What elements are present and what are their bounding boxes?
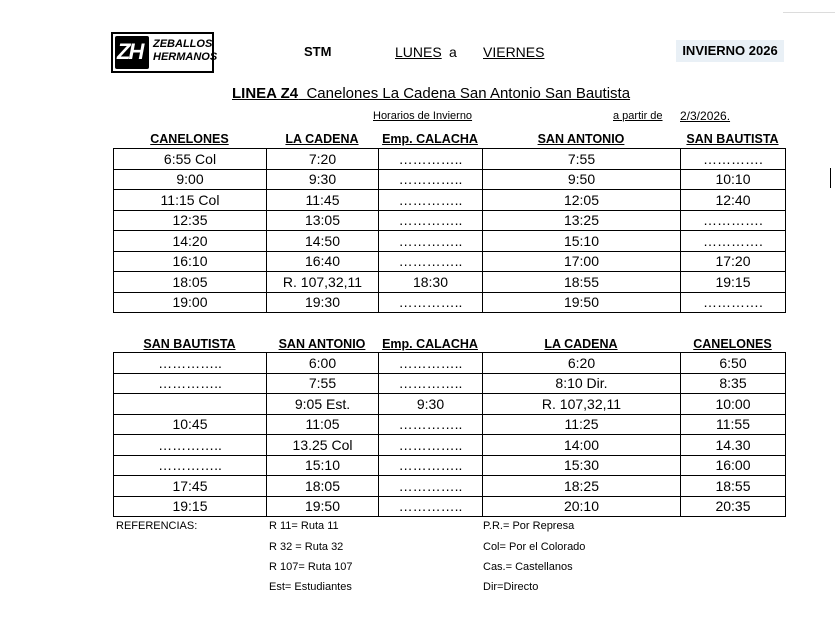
table-cell: 14:50: [267, 231, 379, 252]
table-cell: 9:00: [114, 169, 267, 190]
table-cell: 12:05: [483, 190, 681, 211]
line-title: [232, 85, 630, 102]
logo-mark-text: ZH: [117, 39, 143, 64]
table-cell: 15:10: [267, 455, 379, 476]
company-label: STM: [304, 44, 332, 59]
table-cell: 15:10: [483, 231, 681, 252]
table-cell: ………….: [681, 149, 786, 170]
season-badge: INVIERNO 2026: [676, 40, 784, 62]
table-cell: 18:55: [681, 476, 786, 497]
table-cell: 11:55: [681, 414, 786, 435]
table-row: [114, 496, 786, 517]
outbound-col-header: CANELONES: [150, 132, 229, 146]
table-cell: 11:45: [267, 190, 379, 211]
table-cell: 14:00: [483, 435, 681, 456]
inbound-col-header: SAN ANTONIO: [278, 337, 366, 351]
day-from: LUNES: [395, 44, 442, 60]
table-cell: 19:00: [114, 292, 267, 313]
reference-item: R 11= Ruta 11: [269, 520, 339, 532]
table-cell: 9:05 Est.: [267, 394, 379, 415]
inbound-col-header: CANELONES: [693, 337, 772, 351]
table-cell: 18:05: [114, 272, 267, 293]
day-separator: a: [449, 44, 457, 60]
table-cell: 10:00: [681, 394, 786, 415]
table-cell: …………..: [379, 149, 483, 170]
reference-item: Dir=Directo: [483, 581, 539, 593]
table-row: [114, 394, 786, 415]
table-cell: 10:45: [114, 414, 267, 435]
table-cell: 16:00: [681, 455, 786, 476]
table-cell: 13:05: [267, 210, 379, 231]
table-cell: 6:50: [681, 353, 786, 374]
logo-line2: HERMANOS: [153, 51, 218, 63]
table-cell: 11:15 Col: [114, 190, 267, 211]
table-row: [114, 292, 786, 313]
table-row: [114, 272, 786, 293]
table-cell: 20:35: [681, 496, 786, 517]
table-cell: 18:05: [267, 476, 379, 497]
table-cell: …………..: [114, 353, 267, 374]
table-cell: 14.30: [681, 435, 786, 456]
table-row: [114, 149, 786, 170]
table-cell: …………..: [379, 496, 483, 517]
table-cell: …………..: [379, 292, 483, 313]
outbound-col-header: LA CADENA: [285, 132, 359, 146]
table-row: [114, 476, 786, 497]
table-cell: 6:00: [267, 353, 379, 374]
table-cell: 14:20: [114, 231, 267, 252]
table-cell: …………..: [379, 455, 483, 476]
outbound-col-header: SAN ANTONIO: [537, 132, 625, 146]
table-cell: 16:40: [267, 251, 379, 272]
table-row: [114, 414, 786, 435]
reference-item: Cas.= Castellanos: [483, 561, 573, 573]
inbound-col-header: Emp. CALACHA: [382, 337, 478, 351]
logo-mark: [115, 36, 149, 69]
line-route: Canelones La Cadena San Antonio San Bautista: [306, 85, 631, 102]
table-cell: 10:10: [681, 169, 786, 190]
table-cell: …………..: [379, 373, 483, 394]
logo-line1: ZEBALLOS: [153, 38, 213, 50]
table-cell: 9:50: [483, 169, 681, 190]
top-edge-line: [783, 12, 835, 13]
table-cell: 6:20: [483, 353, 681, 374]
table-cell: 19:30: [267, 292, 379, 313]
table-row: [114, 251, 786, 272]
table-row: [114, 190, 786, 211]
table-cell: 19:15: [114, 496, 267, 517]
schedule-label: Horarios de Invierno: [373, 110, 473, 122]
table-cell: …………..: [379, 210, 483, 231]
table-cell: …………..: [379, 353, 483, 374]
table-cell: …………..: [379, 231, 483, 252]
table-row: [114, 435, 786, 456]
table-cell: 6:55 Col: [114, 149, 267, 170]
reference-item: Est= Estudiantes: [269, 581, 352, 593]
reference-item: P.R.= Por Represa: [483, 520, 575, 532]
table-cell: …………..: [379, 435, 483, 456]
table-cell: 19:50: [267, 496, 379, 517]
table-cell: ………….: [681, 210, 786, 231]
company-logo: [111, 32, 218, 73]
table-cell: 17:45: [114, 476, 267, 497]
table-cell: R. 107,32,11: [267, 272, 379, 293]
table-row: [114, 353, 786, 374]
table-row: [114, 210, 786, 231]
table-cell: 7:20: [267, 149, 379, 170]
references-label: REFERENCIAS:: [116, 520, 198, 532]
table-cell: …………..: [379, 190, 483, 211]
table-cell: 19:15: [681, 272, 786, 293]
table-cell: 20:10: [483, 496, 681, 517]
table-cell: R. 107,32,11: [483, 394, 681, 415]
table-cell: 12:35: [114, 210, 267, 231]
table-cell: …………..: [379, 414, 483, 435]
table-cell: …………..: [379, 251, 483, 272]
table-cell: 11:25: [483, 414, 681, 435]
inbound-table: [113, 352, 786, 517]
table-cell: 12:40: [681, 190, 786, 211]
table-cell: 16:10: [114, 251, 267, 272]
table-cell: 19:50: [483, 292, 681, 313]
table-cell: 9:30: [379, 394, 483, 415]
table-cell: 8:10 Dir.: [483, 373, 681, 394]
table-cell: 18:55: [483, 272, 681, 293]
table-cell: …………..: [114, 373, 267, 394]
table-cell: …………..: [379, 476, 483, 497]
table-cell: 9:30: [267, 169, 379, 190]
table-cell: 17:00: [483, 251, 681, 272]
reference-item: R 32 = Ruta 32: [269, 541, 344, 553]
table-cell: [114, 394, 267, 415]
table-cell: 15:30: [483, 455, 681, 476]
inbound-col-header: LA CADENA: [544, 337, 618, 351]
outbound-col-header: Emp. CALACHA: [382, 132, 478, 146]
reference-item: Col= Por el Colorado: [483, 541, 586, 553]
table-row: [114, 455, 786, 476]
text-cursor: [830, 168, 831, 188]
table-cell: 7:55: [483, 149, 681, 170]
reference-item: R 107= Ruta 107: [269, 561, 353, 573]
table-cell: …………..: [379, 169, 483, 190]
table-cell: 8:35: [681, 373, 786, 394]
table-cell: …………..: [114, 435, 267, 456]
table-cell: 17:20: [681, 251, 786, 272]
line-code: LINEA Z4: [232, 85, 299, 102]
table-cell: 13:25: [483, 210, 681, 231]
outbound-col-header: SAN BAUTISTA: [686, 132, 779, 146]
table-cell: 18:30: [379, 272, 483, 293]
logo-text: [153, 38, 217, 64]
table-cell: 18:25: [483, 476, 681, 497]
from-date: 2/3/2026.: [680, 109, 731, 123]
table-cell: 13.25 Col: [267, 435, 379, 456]
table-row: [114, 373, 786, 394]
table-cell: 11:05: [267, 414, 379, 435]
table-row: [114, 169, 786, 190]
from-label: a partir de: [613, 110, 663, 122]
table-cell: …………..: [114, 455, 267, 476]
inbound-col-header: SAN BAUTISTA: [143, 337, 236, 351]
table-cell: 7:55: [267, 373, 379, 394]
table-cell: ………….: [681, 292, 786, 313]
outbound-table: [113, 148, 786, 313]
day-to: VIERNES: [483, 44, 545, 60]
table-row: [114, 231, 786, 252]
table-cell: ………….: [681, 231, 786, 252]
